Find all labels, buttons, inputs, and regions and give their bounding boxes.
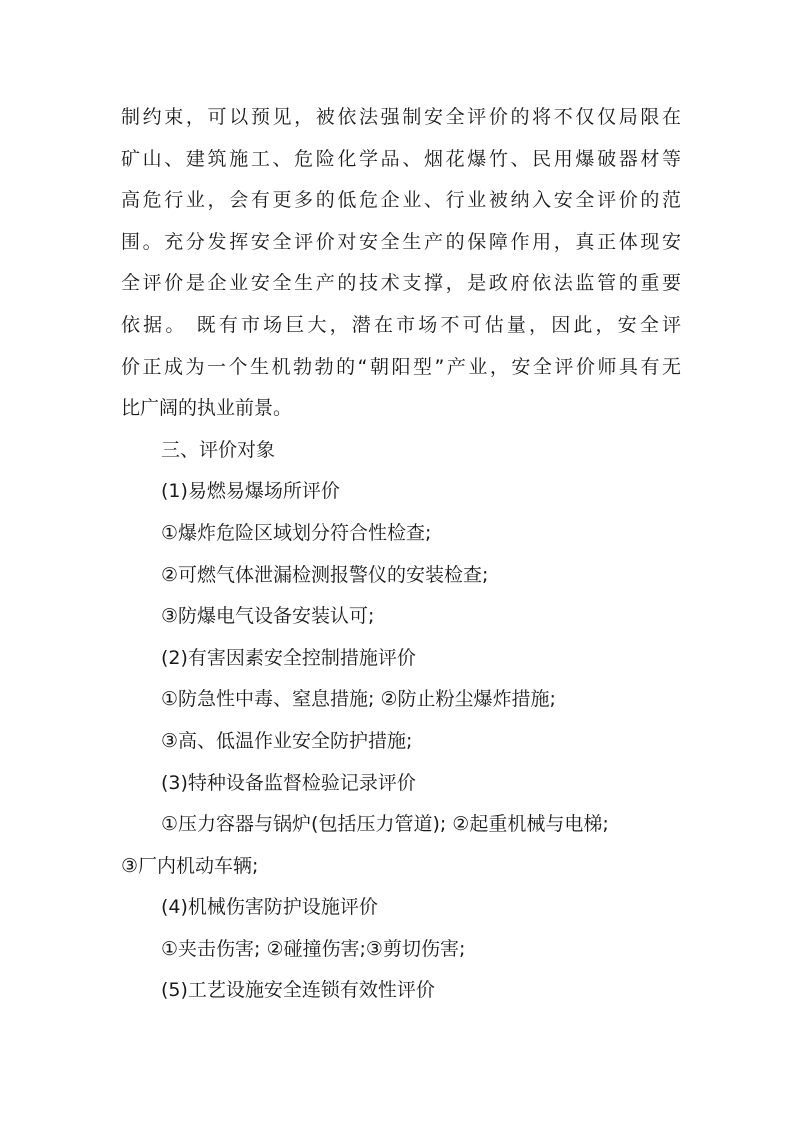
- paragraph-line: 依据。 既有市场巨大，潜在市场不可估量，因此，安全评: [121, 313, 681, 336]
- list-item: ③防爆电气设备安装认可;: [161, 605, 375, 628]
- subsection-heading: (2)有害因素安全控制措施评价: [161, 646, 416, 669]
- subsection-heading: (1)易燃易爆场所评价: [161, 480, 340, 503]
- list-item: ①压力容器与锅炉(包括压力管道); ②起重机械与电梯;: [161, 813, 609, 836]
- subsection-heading: (3)特种设备监督检验记录评价: [161, 771, 416, 794]
- paragraph-line: 制约束，可以预见，被依法强制安全评价的将不仅仅局限在: [121, 106, 681, 128]
- paragraph-line: 高危行业，会有更多的低危企业、行业被纳入安全评价的范: [121, 189, 681, 212]
- paragraph-line: 价正成为一个生机勃勃的“朝阳型”产业，安全评价师具有无: [121, 355, 681, 378]
- list-item: ①爆炸危险区域划分符合性检查;: [161, 521, 432, 544]
- list-item: ③高、低温作业安全防护措施;: [161, 729, 413, 752]
- paragraph-line: 比广阔的执业前景。: [121, 397, 293, 420]
- document-body: [121, 97, 681, 1012]
- list-item: ①防急性中毒、窒息措施; ②防止粉尘爆炸措施;: [161, 688, 556, 711]
- list-item: ③厂内机动车辆;: [121, 854, 259, 877]
- paragraph-line: 矿山、建筑施工、危险化学品、烟花爆竹、民用爆破器材等: [121, 147, 681, 170]
- subsection-heading: (4)机械伤害防护设施评价: [161, 896, 378, 919]
- subsection-heading: (5)工艺设施安全连锁有效性评价: [161, 979, 435, 1002]
- section-heading: 三、评价对象: [161, 438, 276, 461]
- list-item: ①夹击伤害; ②碰撞伤害;③剪切伤害;: [161, 937, 466, 960]
- paragraph-line: 围。充分发挥安全评价对安全生产的保障作用，真正体现安: [121, 230, 681, 253]
- paragraph-line: 全评价是企业安全生产的技术支撑，是政府依法监管的重要: [121, 272, 681, 295]
- list-item: ②可燃气体泄漏检测报警仪的安装检查;: [161, 563, 489, 586]
